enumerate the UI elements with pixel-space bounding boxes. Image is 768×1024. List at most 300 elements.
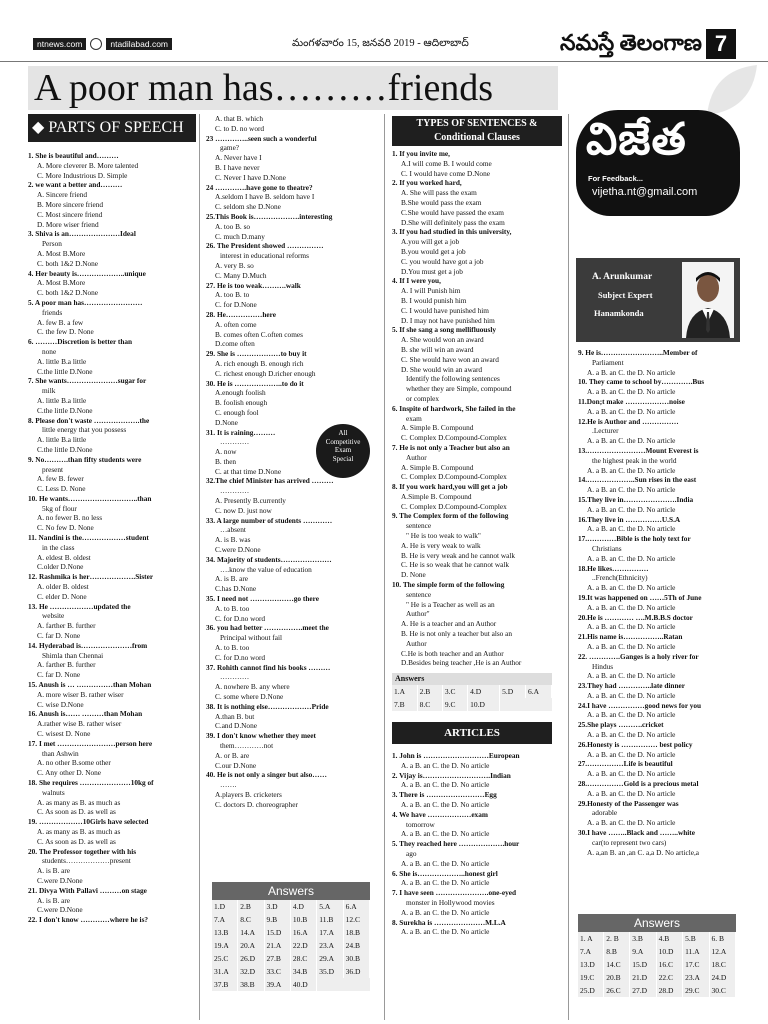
option-text: B. He is not only a teacher but also an bbox=[401, 629, 513, 639]
option-text: C. richest enough D.richer enough bbox=[215, 368, 316, 378]
option-text: A. little B.a little bbox=[37, 356, 87, 366]
option-text: A. older B. oldest bbox=[37, 582, 89, 592]
question-text: 32.The chief Minister has arrived ……… bbox=[206, 476, 334, 486]
answer-cell: 7.A bbox=[578, 945, 604, 958]
question-text: 11.Don;t make ………………noise bbox=[578, 396, 685, 406]
option-text: B. I would punish him bbox=[401, 295, 467, 305]
option-text: 5kg of flour bbox=[42, 503, 77, 513]
answer-cell: 6. B bbox=[709, 932, 736, 945]
option-text: A. a B. an C. the D. No article bbox=[401, 878, 490, 888]
badge-line: Special bbox=[332, 454, 354, 463]
option-text: A. a B. an C. the D. No article bbox=[587, 769, 676, 779]
answers-row bbox=[212, 926, 370, 939]
question-text: 30. He is ………………..to do it bbox=[206, 378, 304, 388]
section-title-line1: TYPES OF SENTENCES & bbox=[416, 118, 538, 129]
question-text: 38. It is nothing else………………Pride bbox=[206, 701, 329, 711]
question-text: 11. Nandini is the………………student bbox=[28, 533, 149, 543]
option-text: C.our D.None bbox=[215, 760, 257, 770]
option-text: B. More sincere friend bbox=[37, 199, 104, 209]
answer-cell: 18.C bbox=[709, 958, 736, 971]
option-text: C. She would have won an award bbox=[401, 354, 499, 364]
answers-table bbox=[392, 685, 552, 711]
page-number: 7 bbox=[706, 29, 736, 59]
option-text: B. I have never bbox=[215, 162, 260, 172]
answer-cell: 16.C bbox=[656, 958, 682, 971]
answer-cell: 5.B bbox=[683, 932, 709, 945]
answer-cell: 4.D bbox=[290, 900, 316, 913]
articles-heading: ARTICLES bbox=[392, 722, 552, 744]
option-text: A. a B. an C. the D. No article bbox=[587, 671, 676, 681]
option-text: A. Most B.More bbox=[37, 278, 86, 288]
option-text: adorable bbox=[592, 808, 618, 818]
option-text: game? bbox=[220, 143, 240, 153]
answers-row bbox=[578, 971, 736, 984]
option-text: A. that B. which bbox=[215, 114, 264, 123]
option-text: A. a B. an C. the D. No article bbox=[401, 907, 490, 917]
question-text: 18.He likes…………… bbox=[578, 563, 649, 573]
option-text: A. eldest B. oldest bbox=[37, 552, 91, 562]
option-text: A. a B. an C. the D. No article bbox=[587, 436, 676, 446]
question-text: 27.……………Life is beautiful bbox=[578, 759, 673, 769]
question-text: 2. we want a better and……… bbox=[28, 180, 123, 190]
option-text: A. little B.a little bbox=[37, 395, 87, 405]
option-text: A. a B. an C. the D. No article bbox=[587, 367, 676, 377]
answer-cell: 8.C bbox=[417, 698, 442, 711]
special-badge bbox=[316, 424, 370, 478]
answer-cell: 10.B bbox=[290, 913, 316, 926]
option-text: A. Simple B. Compound bbox=[401, 462, 474, 472]
option-text: B. comes often C.often comes bbox=[215, 329, 303, 339]
option-text: A. few B. a few bbox=[37, 317, 84, 327]
site-link-adilabad[interactable]: ntadilabad.com bbox=[106, 38, 172, 50]
option-text: Identify the following sentences bbox=[406, 374, 500, 384]
section-title: PARTS OF SPEECH bbox=[48, 119, 184, 136]
option-text: C. some where D.None bbox=[215, 692, 284, 702]
answer-cell: 18.B bbox=[343, 926, 369, 939]
answer-cell: 6.A bbox=[526, 685, 552, 698]
answer-cell: 4.B bbox=[656, 932, 682, 945]
option-text: students………………present bbox=[42, 856, 131, 866]
option-text: A. to B. too bbox=[215, 603, 250, 613]
option-text: C. far D. None bbox=[37, 631, 81, 641]
option-text: ………… bbox=[220, 672, 250, 682]
answer-cell: 8.C bbox=[238, 913, 264, 926]
question-text: 19. ………………10Girls have selected bbox=[28, 817, 149, 827]
column-divider bbox=[199, 114, 200, 1020]
answer-cell: 2.B bbox=[417, 685, 442, 698]
option-text: C.He is both teacher and an Author bbox=[401, 648, 504, 658]
question-text: 10. He wants………………………..than bbox=[28, 493, 152, 503]
question-text: 14. Hyderabad is…………………from bbox=[28, 640, 148, 650]
question-text: 9. He is……………………..Member of bbox=[578, 348, 698, 357]
option-text: A. no other B.some other bbox=[37, 758, 111, 768]
answers-row bbox=[578, 945, 736, 958]
option-text: A. is B. are bbox=[215, 574, 249, 584]
option-text: website bbox=[42, 611, 65, 621]
option-text: A. is B. was bbox=[215, 535, 251, 545]
question-text: 24.I have ……………good news for you bbox=[578, 700, 702, 710]
answer-cell: 27.D bbox=[630, 984, 656, 997]
question-text: 6. ………Discretion is better than bbox=[28, 337, 133, 347]
expert-place: Hanamkonda bbox=[594, 308, 644, 318]
option-text: A. a B. an C. the D. No article bbox=[587, 641, 676, 651]
option-text: B. then bbox=[215, 456, 237, 466]
option-text: A. a B. an C. the D. No article bbox=[587, 406, 676, 416]
question-text: 13. He ………………updated the bbox=[28, 601, 131, 611]
option-text: A. a B. an C. the D. No article bbox=[587, 710, 676, 720]
answer-cell: 32.D bbox=[238, 965, 264, 978]
option-text: C. to D. no word bbox=[215, 123, 265, 133]
answer-cell: 22.D bbox=[290, 939, 316, 952]
option-text: A.I will come B. I would come bbox=[401, 158, 492, 168]
section-heading bbox=[392, 116, 562, 146]
answer-cell: 13.D bbox=[578, 958, 604, 971]
option-text: ………… bbox=[220, 486, 250, 496]
option-text: the highest peak in the world bbox=[592, 455, 677, 465]
option-text: C.She would have passed the exam bbox=[401, 207, 504, 217]
option-text: Principal without fail bbox=[220, 633, 283, 643]
answer-cell: 3.B bbox=[630, 932, 656, 945]
option-text: A. is B. are bbox=[37, 866, 71, 876]
answer-cell: 17.C bbox=[683, 958, 709, 971]
option-text: C. I would have come D.None bbox=[401, 168, 490, 178]
option-text: A. as many as B. as much as bbox=[37, 826, 121, 836]
column-divider bbox=[568, 114, 569, 1020]
question-text: 9. No……….than fifty students were bbox=[28, 454, 142, 464]
option-text: A. often come bbox=[215, 319, 257, 329]
feedback-email[interactable]: vijetha.nt@gmail.com bbox=[592, 186, 698, 198]
option-text: C. More Industrious D. Simple bbox=[37, 170, 128, 180]
answer-cell: 20.B bbox=[604, 971, 630, 984]
answer-cell: 5.D bbox=[500, 685, 526, 698]
option-text: C.and D.None bbox=[215, 721, 257, 731]
vijetha-title: విజేత bbox=[586, 115, 687, 164]
option-text: C. both 1&2 D.None bbox=[37, 288, 99, 298]
option-text: C. Complex D.Compound-Complex bbox=[401, 433, 507, 443]
option-text: A. a B. an C. the D. No article bbox=[587, 602, 676, 612]
option-text: C.were D.None bbox=[37, 875, 83, 885]
page-headline: A poor man has………friends bbox=[28, 66, 558, 110]
question-text: 40. He is not only a singer but also…… bbox=[206, 770, 327, 780]
question-text: 24 ………….have gone to theatre? bbox=[206, 182, 313, 192]
question-text: 36. you had better …………….meet the bbox=[206, 623, 329, 633]
option-text: C. He is so weak that he cannot walk bbox=[401, 560, 510, 570]
answers-row bbox=[212, 900, 370, 913]
option-text: A. farther B. further bbox=[37, 660, 96, 670]
answer-cell: 12.C bbox=[343, 913, 369, 926]
question-text: 14.………………..Sun rises in the east bbox=[578, 475, 697, 485]
option-text: A. little B.a little bbox=[37, 435, 87, 445]
question-text: 12. Rashmika is her……………….Sister bbox=[28, 572, 154, 582]
option-text: " He is a Teacher as well as an bbox=[406, 599, 495, 609]
option-text: C. the few D. None bbox=[37, 327, 94, 337]
option-text: A. few B. fewer bbox=[37, 474, 84, 484]
option-text: A.Simple B. Compound bbox=[401, 491, 472, 501]
question-text: 23 …………..seen such a wonderful bbox=[206, 133, 317, 143]
option-text: C. Many D.Much bbox=[215, 270, 267, 280]
answer-cell: 6.A bbox=[343, 900, 369, 913]
answer-cell: 23.A bbox=[683, 971, 709, 984]
option-text: ….know the value of education bbox=[220, 564, 312, 574]
option-text: C. enough fool bbox=[215, 407, 259, 417]
question-text: 27. He is too weak……….walk bbox=[206, 280, 301, 290]
option-text: Person bbox=[42, 239, 62, 249]
answers-box-2 bbox=[392, 673, 552, 711]
answer-cell: 35.D bbox=[317, 965, 343, 978]
question-text: 1. She is beautiful and……… bbox=[28, 151, 119, 160]
option-text: D.Besides being teacher ,He is an Author bbox=[401, 658, 522, 668]
answer-cell: 9.B bbox=[264, 913, 290, 926]
answer-cell: 15.D bbox=[630, 958, 656, 971]
option-text: D. None bbox=[401, 570, 426, 580]
option-text: …absent bbox=[220, 525, 246, 535]
answer-cell: 9.C bbox=[442, 698, 467, 711]
question-text: 25.She plays ……….cricket bbox=[578, 720, 664, 730]
option-text: C.the little D.None bbox=[37, 444, 93, 454]
option-text: A. She would won an award bbox=[401, 335, 484, 345]
answer-cell: 36.D bbox=[343, 965, 369, 978]
question-text: 39. I don't know whether they meet bbox=[206, 731, 316, 741]
question-text: 7. She wants…………………sugar for bbox=[28, 376, 147, 386]
expert-name: A. Arunkumar bbox=[592, 272, 653, 282]
option-text: A.you will get a job bbox=[401, 237, 460, 247]
answer-cell: 25.D bbox=[578, 984, 604, 997]
answer-cell: 28.C bbox=[290, 952, 316, 965]
option-text: than Ashwin bbox=[42, 748, 79, 758]
option-text: Author bbox=[406, 638, 427, 648]
answer-cell: 19.C bbox=[578, 971, 604, 984]
option-text: none bbox=[42, 346, 57, 356]
question-text: 6. Inspite of hardwork, She failed in the bbox=[392, 403, 516, 413]
question-text: 13.……………………Mount Everest is bbox=[578, 445, 699, 455]
answer-cell: 4.D bbox=[468, 685, 500, 698]
option-text: B. she will win an award bbox=[401, 344, 474, 354]
answers-table bbox=[212, 900, 370, 991]
option-text: A. a B. an C. the D. No article bbox=[401, 927, 490, 937]
option-text: C. for D.None bbox=[215, 300, 257, 310]
answer-cell: 31.A bbox=[212, 965, 238, 978]
option-text: A. a B. an C. the D. No article bbox=[587, 730, 676, 740]
question-text: 25.This Book is……………….interesting bbox=[206, 211, 333, 221]
expert-photo bbox=[682, 262, 734, 338]
option-text: whether they are Simple, compound bbox=[406, 384, 512, 394]
option-text: D. I may not have punished him bbox=[401, 315, 495, 325]
option-text: A. He is very weak to walk bbox=[401, 540, 481, 550]
answer-cell: 11.A bbox=[683, 945, 709, 958]
question-text: 15. Anush is … ……………than Mohan bbox=[28, 680, 152, 690]
article-question-list bbox=[578, 348, 748, 857]
option-text: A. a B. an C. the D. No article bbox=[401, 780, 490, 790]
question-text: 4. Her beauty is………………..unique bbox=[28, 268, 146, 278]
question-text: 23.They had …………..late dinner bbox=[578, 681, 686, 691]
option-text: C. No few D. None bbox=[37, 523, 94, 533]
answer-cell: 8.B bbox=[604, 945, 630, 958]
option-text: A. Never have I bbox=[215, 153, 262, 163]
option-text: .Lecturer bbox=[592, 426, 619, 436]
answer-cell: 1.A bbox=[392, 685, 417, 698]
option-text: C. Most sincere friend bbox=[37, 209, 103, 219]
option-text: A.enough foolish bbox=[215, 388, 266, 398]
option-text: A. a B. an C. the D. No article bbox=[587, 788, 676, 798]
option-text: sentence bbox=[406, 521, 432, 531]
option-text: Christians bbox=[592, 543, 622, 553]
answer-cell: 39.A bbox=[264, 978, 290, 991]
option-text: A.players B. cricketers bbox=[215, 789, 282, 799]
dateline: మంగళవారం 15, జనవరి 2019 - ఆదిలాబాద్ bbox=[292, 38, 469, 49]
answer-cell: 21.D bbox=[630, 971, 656, 984]
question-text: 33. A large number of students ………… bbox=[206, 515, 333, 525]
answer-cell: 9.A bbox=[630, 945, 656, 958]
option-text: Hindus bbox=[592, 661, 614, 671]
option-text: A. Presently B.currently bbox=[215, 496, 286, 506]
question-text: 22. I don't know …………where he is? bbox=[28, 915, 149, 925]
question-text: 3. There is ……………………Egg bbox=[392, 790, 497, 800]
option-text: A. too B. so bbox=[215, 221, 251, 231]
option-text: C. at that time D.None bbox=[215, 466, 282, 476]
option-text: A. a B. an C. the D. No article bbox=[587, 387, 676, 397]
question-text: 3. Shiva is an…………………Ideal bbox=[28, 229, 136, 239]
option-text: A. no fewer B. no less bbox=[37, 513, 103, 523]
option-text: monster in Hollywood movies bbox=[406, 897, 495, 907]
answers-heading: Answers bbox=[212, 882, 370, 900]
question-text: 8. Please don't waste ……………….the bbox=[28, 415, 150, 425]
option-text: C. I would have punished him bbox=[401, 305, 489, 315]
answers-row bbox=[578, 984, 736, 997]
option-text: D. More wiser friend bbox=[37, 219, 99, 229]
question-text: 22. ………….Ganges is a holy river for bbox=[578, 651, 699, 661]
question-text: 17. I met ……………………person here bbox=[28, 738, 153, 748]
option-text: A. a B. an C. the D. No article bbox=[587, 524, 676, 534]
site-links bbox=[33, 38, 172, 50]
option-text: B.She would pass the exam bbox=[401, 197, 482, 207]
column-sentences bbox=[392, 116, 562, 937]
option-text: present bbox=[42, 464, 64, 474]
option-text: D.She will definitely pass the exam bbox=[401, 217, 505, 227]
option-text: C. now D. just now bbox=[215, 505, 272, 515]
option-text: A. or B. are bbox=[215, 750, 250, 760]
option-text: D.come often bbox=[215, 339, 255, 349]
option-text: A. a B. an C. the D. No article bbox=[401, 760, 490, 770]
question-text: 37. Rohith cannot find his books ……… bbox=[206, 662, 331, 672]
option-text: in the class bbox=[42, 542, 75, 552]
answer-cell: 7.B bbox=[392, 698, 417, 711]
question-text: 3. If you had studied in this university, bbox=[392, 227, 512, 237]
expert-role: Subject Expert bbox=[598, 290, 653, 300]
answer-cell: 2. B bbox=[604, 932, 630, 945]
option-text: A. more wiser B. rather wiser bbox=[37, 689, 124, 699]
option-text: A.seldom I have B. seldom have I bbox=[215, 192, 315, 202]
site-link-ntnews[interactable]: ntnews.com bbox=[33, 38, 86, 50]
question-text: 9. The Complex form of the following bbox=[392, 511, 509, 521]
answer-cell: 15.D bbox=[264, 926, 290, 939]
answer-cell: 28.D bbox=[656, 984, 682, 997]
answers-heading: Answers bbox=[578, 914, 736, 932]
answer-cell: 24.D bbox=[709, 971, 736, 984]
option-text: ago bbox=[406, 849, 417, 858]
option-text: C. doctors D. choreographer bbox=[215, 799, 298, 809]
question-list bbox=[28, 151, 196, 925]
question-text: 15.They live in………………….India bbox=[578, 494, 694, 504]
badge-line: Exam bbox=[334, 446, 352, 454]
section-heading: ◆ PARTS OF SPEECH bbox=[28, 114, 196, 142]
option-text: A. a B. an C. the D. No article bbox=[401, 858, 490, 868]
question-text: 17.…………Bible is the holy text for bbox=[578, 534, 691, 544]
option-text: C. Less D. None bbox=[37, 484, 86, 494]
answers-box-3 bbox=[578, 914, 736, 997]
option-text: A. rich enough B. enough rich bbox=[215, 358, 304, 368]
option-text: A. a B. an C. the D. No article bbox=[587, 690, 676, 700]
answer-cell: 1. A bbox=[578, 932, 604, 945]
option-text: C.were D.None bbox=[37, 905, 83, 915]
option-text: D. She would win an award bbox=[401, 364, 483, 374]
option-text: A.than B. but bbox=[215, 711, 255, 721]
answer-cell: 30.C bbox=[709, 984, 736, 997]
question-text: 6. She is………………..honest girl bbox=[392, 868, 498, 878]
column-divider bbox=[384, 114, 385, 1020]
section-title-line2: Conditional Clauses bbox=[434, 132, 520, 143]
option-text: car(to represent two cars) bbox=[592, 837, 667, 847]
answers-table bbox=[578, 932, 736, 997]
answer-cell: 17.A bbox=[317, 926, 343, 939]
answer-cell: 25.C bbox=[212, 952, 238, 965]
question-text: 10. The simple form of the following bbox=[392, 580, 505, 590]
question-text: 30.I have ……..Black and ……..white bbox=[578, 828, 695, 838]
option-text: C. for D.no word bbox=[215, 652, 266, 662]
question-text: 16. Anush is…… ………than Mohan bbox=[28, 709, 143, 719]
option-text: or complex bbox=[406, 393, 440, 403]
answer-cell: 24.B bbox=[343, 939, 369, 952]
answers-row bbox=[212, 965, 370, 978]
answer-cell: 19.A bbox=[212, 939, 238, 952]
option-text: ..French(Ethnicity) bbox=[592, 573, 648, 583]
option-text: A. Simple B. Compound bbox=[401, 423, 474, 433]
option-text: milk bbox=[42, 386, 56, 396]
option-text: C.has D.None bbox=[215, 584, 257, 594]
answer-cell: 2.B bbox=[238, 900, 264, 913]
answer-cell: 7.A bbox=[212, 913, 238, 926]
option-text: A. a B. an C. the D. No article bbox=[587, 622, 676, 632]
option-text: C. both 1&2 D.None bbox=[37, 258, 99, 268]
answer-cell: 30.B bbox=[343, 952, 369, 965]
option-text: C. far D. None bbox=[37, 670, 81, 680]
option-text: B. He is very weak and he cannot walk bbox=[401, 550, 516, 560]
option-text: C. wise D.None bbox=[37, 699, 84, 709]
answers-row bbox=[212, 952, 370, 965]
paper-name: నమస్తే తెలంగాణ bbox=[560, 30, 702, 55]
option-text: A. nowhere B. any where bbox=[215, 682, 290, 692]
answer-cell: 29.C bbox=[683, 984, 709, 997]
question-text: 5. They reached here ……………….hour bbox=[392, 839, 520, 849]
question-text: 19.It was happened on ……5Th of June bbox=[578, 592, 702, 602]
option-text: A. a B. an C. the D. No article bbox=[587, 818, 676, 828]
option-text: C. As soon as D. as well as bbox=[37, 836, 116, 846]
option-text: sentence bbox=[406, 589, 432, 599]
question-text: 1. If you invite me, bbox=[392, 149, 450, 158]
column-articles-continued bbox=[578, 348, 748, 857]
answer-cell: 3.C bbox=[442, 685, 467, 698]
option-text: C. wisest D. None bbox=[37, 729, 91, 739]
answer-cell: 40.D bbox=[290, 978, 316, 991]
option-text: C. Complex D.Compound-Complex bbox=[401, 472, 507, 482]
answer-cell: 5.A bbox=[317, 900, 343, 913]
answer-cell: 34.B bbox=[290, 965, 316, 978]
article-question-list bbox=[392, 751, 562, 937]
option-text: A. He is a teacher and an Author bbox=[401, 619, 497, 629]
option-text: C.older D.None bbox=[37, 562, 84, 572]
option-text: A. More cleverer B. More talented bbox=[37, 160, 139, 170]
answers-box-1 bbox=[212, 882, 370, 991]
option-text: them…………not bbox=[220, 741, 274, 750]
